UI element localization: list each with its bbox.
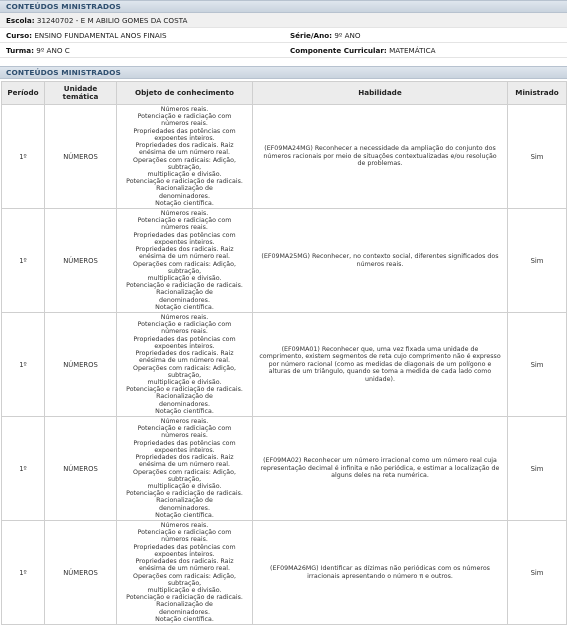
periodo-cell: 1º [2, 521, 45, 625]
objeto-line: enésima de um número real. [139, 565, 230, 573]
escola-label: Escola: [6, 16, 35, 25]
unidade-cell: NÚMEROS [45, 417, 117, 521]
objeto-line: denominadores. [159, 608, 210, 616]
objeto-line: números reais. [161, 328, 208, 336]
habilidade-cell: (EF09MA26MG) Identificar as dízimas não periódicas com os números irracionais apresentando o número π e outros. [253, 521, 508, 625]
objeto-line: enésima de um número real. [139, 149, 230, 157]
objeto-line: Potenciação e radiciação com [137, 321, 232, 329]
info-row-escola [0, 13, 567, 28]
table-header-row [2, 82, 567, 105]
componente-field [290, 43, 436, 58]
objeto-line: enésima de um número real. [139, 253, 230, 261]
escola-field [6, 13, 187, 28]
objeto-line: Propriedades das potências com [133, 335, 236, 343]
objeto-line: enésima de um número real. [139, 461, 230, 469]
table-row [2, 417, 567, 521]
objeto-line: Operações com radicais: Adição, [133, 260, 236, 268]
objeto-line: expoentes inteiros. [154, 134, 215, 142]
habilidade-cell: (EF09MA01) Reconhecer que, uma vez fixada uma unidade de comprimento, existem segmentos de reta cujo comprimento não é expresso por número racional (como as medidas de diagonais de um polígono e alturas de um triângulo, quando se toma a medida de cada lado como unidade). [253, 313, 508, 417]
objeto-line: expoentes inteiros. [154, 550, 215, 558]
periodo-cell: 1º [2, 105, 45, 209]
objeto-line: Propriedades dos radicais. Raiz [135, 558, 234, 566]
turma-field [6, 43, 70, 58]
section-header-second: CONTEÚDOS MINISTRADOS [0, 66, 567, 79]
table-row [2, 521, 567, 625]
objeto-line: subtração, [167, 475, 202, 483]
curso-value: ENSINO FUNDAMENTAL ANOS FINAIS [34, 31, 167, 40]
table-row [2, 209, 567, 313]
info-row-turma [0, 43, 567, 58]
ministrado-cell: Sim [508, 209, 567, 313]
habilidade-cell: (EF09MA25MG) Reconhecer, no contexto social, diferentes significados dos números reais. [253, 209, 508, 313]
objeto-line: Notação científica. [155, 303, 214, 311]
objeto-line: números reais. [161, 432, 208, 440]
objeto-cell [117, 521, 253, 625]
objeto-cell [117, 209, 253, 313]
ministrado-cell: Sim [508, 417, 567, 521]
objeto-line: números reais. [161, 224, 208, 232]
table-row [2, 105, 567, 209]
objeto-line: Notação científica. [155, 511, 214, 519]
col-header-periodo: Período [2, 82, 45, 105]
objeto-line: subtração, [167, 371, 202, 379]
componente-value: MATEMÁTICA [389, 46, 436, 55]
ministrado-cell: Sim [508, 521, 567, 625]
objeto-line: multiplicação e divisão. [147, 170, 222, 178]
ministrado-cell: Sim [508, 105, 567, 209]
col-header-ministrado: Ministrado [508, 82, 567, 105]
objeto-line: Propriedades dos radicais. Raiz [135, 246, 234, 254]
objeto-line: Notação científica. [155, 199, 214, 207]
curso-field [6, 28, 167, 43]
objeto-line: Operações com radicais: Adição, [133, 156, 236, 164]
objeto-line: Racionalização de [156, 289, 213, 297]
objeto-line: denominadores. [159, 192, 210, 200]
objeto-line: Números reais. [160, 522, 209, 530]
col-header-habilidade: Habilidade [253, 82, 508, 105]
unidade-cell: NÚMEROS [45, 313, 117, 417]
serie-value: 9º ANO [334, 31, 361, 40]
objeto-line: Potenciação e radiciação de radicais. [126, 594, 243, 602]
objeto-line: subtração, [167, 163, 202, 171]
objeto-line: Propriedades das potências com [133, 231, 236, 239]
periodo-cell: 1º [2, 417, 45, 521]
objeto-line: Racionalização de [156, 185, 213, 193]
periodo-cell: 1º [2, 313, 45, 417]
objeto-line: Propriedades das potências com [133, 543, 236, 551]
section-header-top: CONTEÚDOS MINISTRADOS [0, 0, 567, 13]
periodo-cell: 1º [2, 209, 45, 313]
objeto-line: Propriedades das potências com [133, 439, 236, 447]
objeto-line: Notação científica. [155, 615, 214, 623]
objeto-cell [117, 105, 253, 209]
objeto-line: Notação científica. [155, 407, 214, 415]
objeto-line: Números reais. [160, 418, 209, 426]
turma-value: 9º ANO C [36, 46, 70, 55]
objeto-line: expoentes inteiros. [154, 446, 215, 454]
objeto-line: Potenciação e radiciação com [137, 113, 232, 121]
serie-field [290, 28, 361, 43]
objeto-line: Potenciação e radiciação de radicais. [126, 490, 243, 498]
objeto-line: subtração, [167, 579, 202, 587]
col-header-unidade: Unidade temática [45, 82, 117, 105]
componente-label: Componente Curricular: [290, 46, 387, 55]
conteudos-table [1, 81, 567, 625]
objeto-line: Potenciação e radiciação com [137, 217, 232, 225]
objeto-line: expoentes inteiros. [154, 342, 215, 350]
objeto-line: denominadores. [159, 296, 210, 304]
info-row-curso [0, 28, 567, 43]
objeto-line: Racionalização de [156, 393, 213, 401]
objeto-line: Potenciação e radiciação de radicais. [126, 178, 243, 186]
ministrado-cell: Sim [508, 313, 567, 417]
objeto-line: Potenciação e radiciação de radicais. [126, 282, 243, 290]
objeto-line: Racionalização de [156, 497, 213, 505]
objeto-line: Potenciação e radiciação com [137, 425, 232, 433]
objeto-cell [117, 313, 253, 417]
objeto-line: números reais. [161, 536, 208, 544]
objeto-line: Operações com radicais: Adição, [133, 468, 236, 476]
unidade-cell: NÚMEROS [45, 521, 117, 625]
objeto-line: Potenciação e radiciação de radicais. [126, 386, 243, 394]
serie-label: Série/Ano: [290, 31, 333, 40]
objeto-line: multiplicação e divisão. [147, 586, 222, 594]
objeto-line: enésima de um número real. [139, 357, 230, 365]
habilidade-cell: (EF09MA02) Reconhecer um número irracional como um número real cuja representação decimal é infinita e não periódica, e estimar a localização de alguns deles na reta numérica. [253, 417, 508, 521]
objeto-line: multiplicação e divisão. [147, 274, 222, 282]
objeto-line: Operações com radicais: Adição, [133, 364, 236, 372]
table-row [2, 313, 567, 417]
objeto-line: Números reais. [160, 210, 209, 218]
objeto-line: Potenciação e radiciação com [137, 529, 232, 537]
turma-label: Turma: [6, 46, 34, 55]
objeto-line: Propriedades dos radicais. Raiz [135, 350, 234, 358]
objeto-line: Números reais. [160, 106, 209, 114]
objeto-line: Propriedades dos radicais. Raiz [135, 454, 234, 462]
unidade-cell: NÚMEROS [45, 105, 117, 209]
habilidade-cell: (EF09MA24MG) Reconhecer a necessidade da ampliação do conjunto dos números racionais por meio de situações contextualizadas e/ou resolução de problemas. [253, 105, 508, 209]
objeto-line: Racionalização de [156, 601, 213, 609]
objeto-line: denominadores. [159, 400, 210, 408]
objeto-line: denominadores. [159, 504, 210, 512]
objeto-line: multiplicação e divisão. [147, 482, 222, 490]
objeto-line: números reais. [161, 120, 208, 128]
objeto-line: Números reais. [160, 314, 209, 322]
objeto-line: Propriedades das potências com [133, 127, 236, 135]
unidade-cell: NÚMEROS [45, 209, 117, 313]
objeto-cell [117, 417, 253, 521]
col-header-objeto: Objeto de conhecimento [117, 82, 253, 105]
escola-value: 31240702 - E M ABILIO GOMES DA COSTA [36, 16, 188, 25]
curso-label: Curso: [6, 31, 33, 40]
objeto-line: subtração, [167, 267, 202, 275]
objeto-line: expoentes inteiros. [154, 238, 215, 246]
objeto-line: Operações com radicais: Adição, [133, 572, 236, 580]
objeto-line: Propriedades dos radicais. Raiz [135, 142, 234, 150]
objeto-line: multiplicação e divisão. [147, 378, 222, 386]
